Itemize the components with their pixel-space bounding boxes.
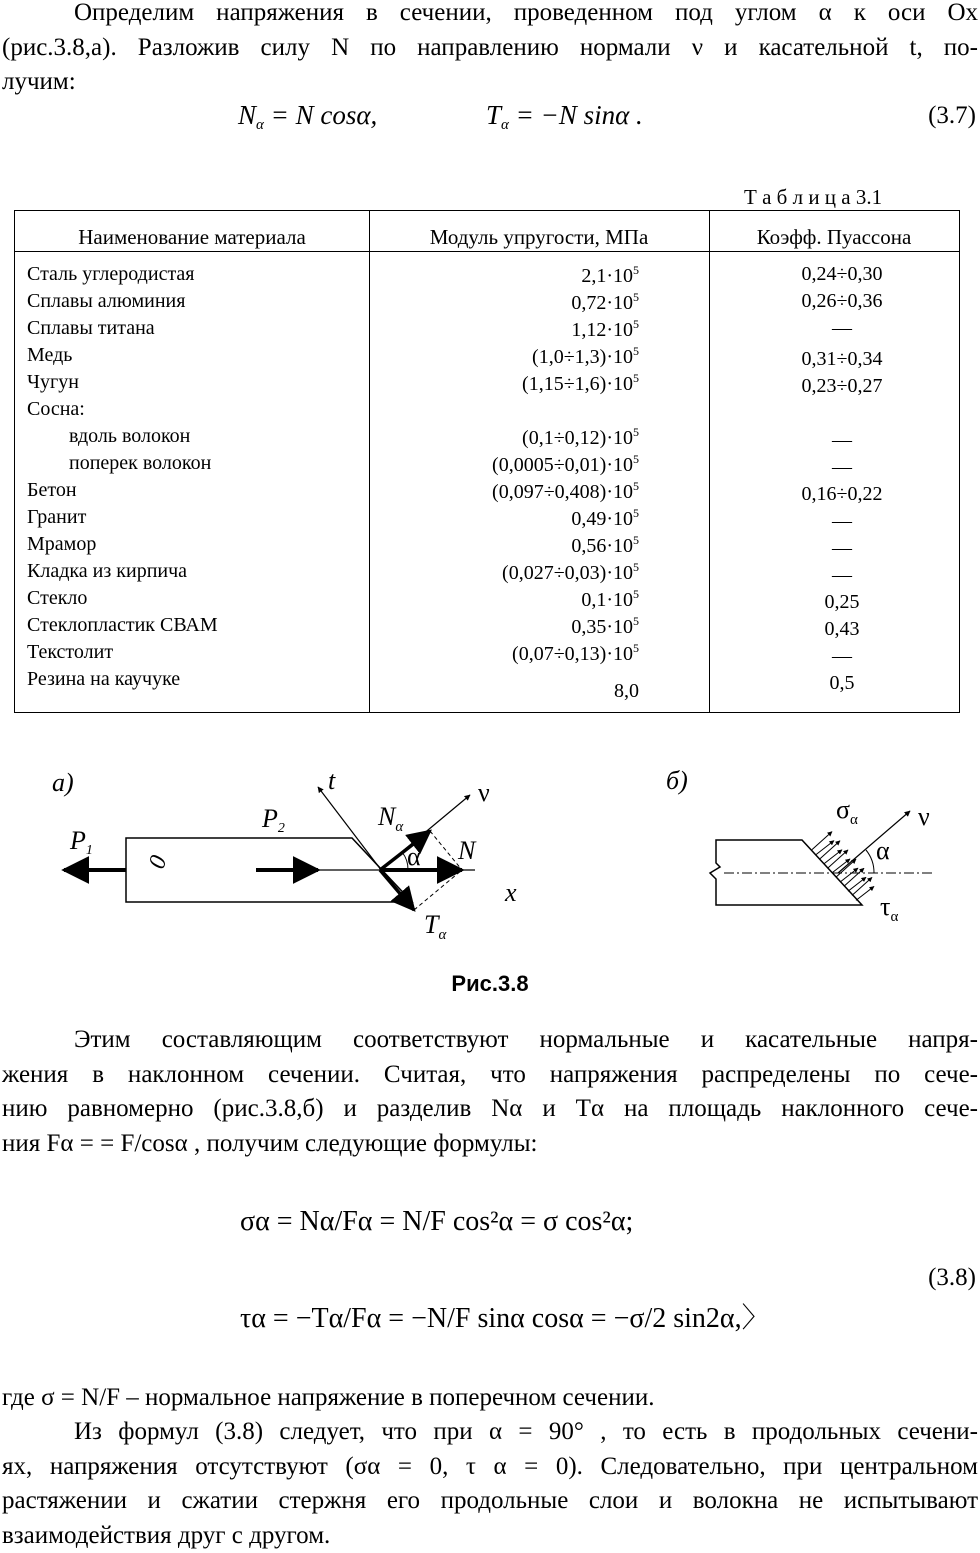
table-cell-poisson: 0,16÷0,22 — [723, 481, 961, 508]
text-line: Определим напряжения в сечении, проведенном под углом α к оси Ox — [2, 0, 978, 31]
table-cell-modulus: $2,1\cdot 10^5$ — [581, 257, 639, 290]
figure-caption: Рис.3.8 — [0, 971, 980, 997]
label-p2: P2 — [261, 804, 285, 836]
tau-arrow — [848, 877, 866, 891]
table-cell-material: Гранит — [27, 504, 86, 531]
table-cell-poisson: 0,5 — [723, 670, 961, 697]
text-line: Из формул (3.8) следует, что при α = 90° , то есть в продольных сечени- — [2, 1415, 978, 1450]
table-cell-material: Мрамор — [27, 531, 96, 558]
table-header-modulus: Модуль упругости, МПа — [369, 225, 709, 250]
table-cell-poisson: — — [723, 454, 961, 481]
sigma-arrow — [812, 832, 832, 850]
table-cell-modulus: $(0,097\div 0,408)\cdot 10^5$ — [492, 473, 639, 506]
table-cell-modulus: $(1,15\div 1,6)\cdot 10^5$ — [522, 365, 639, 398]
table-cell-poisson: — — [723, 562, 961, 589]
table-cell-modulus: $(0,1\div 0,12)\cdot 10^5$ — [522, 419, 639, 452]
table-cell-material: Стекло — [27, 585, 87, 612]
table-cell-material: Сосна: — [27, 396, 85, 423]
text-line: ях, напряжения отсутствуют (σα = 0, τ α = 0). Следовательно, при центральном — [2, 1450, 978, 1485]
table-cell-modulus: $(0,07\div 0,13)\cdot 10^5$ — [512, 635, 639, 668]
label-origin: 0 — [144, 852, 173, 872]
figure-3-8 — [0, 755, 980, 965]
table-cell-material: Бетон — [27, 477, 77, 504]
table-cell-poisson: — — [723, 508, 961, 535]
table-cell-material: Сплавы титана — [27, 315, 155, 342]
table-cell-poisson: — — [723, 315, 961, 342]
text-line: нию равномерно (рис.3.8,б) и разделив Nα и Tα на площадь наклонного сече- — [2, 1092, 978, 1127]
text-line: где σ = N/F – нормальное напряжение в поперечном сечении. — [2, 1381, 978, 1416]
label-t: t — [328, 766, 336, 795]
label-nu-b: ν — [918, 802, 930, 831]
table-cell-material: поперек волокон — [69, 450, 211, 477]
table-cell-poisson: 0,24÷0,30 — [723, 261, 961, 288]
text-line: лучим: — [2, 65, 978, 100]
table-cell-modulus: $1,12\cdot 10^5$ — [571, 311, 639, 344]
sigma-stress-arrows — [812, 832, 872, 896]
tau-arrow — [840, 868, 858, 882]
force-n-alpha-arrow — [380, 831, 430, 870]
tau-arrow — [824, 850, 842, 864]
label-p1: P1 — [69, 826, 93, 858]
table-cell-modulus: $(1,0\div 1,3)\cdot 10^5$ — [532, 338, 639, 371]
table-cell-modulus: 8,0 — [614, 678, 639, 705]
table-cell-poisson: — — [723, 643, 961, 670]
table-cell-modulus: $0,72\cdot 10^5$ — [571, 284, 639, 317]
table-cell-modulus: $0,1\cdot 10^5$ — [581, 581, 639, 614]
table-cell-material: Резина на каучуке — [27, 666, 180, 693]
formula-t-alpha: $T_\alpha = -N$ sinα . — [486, 100, 643, 134]
tau-arrow — [856, 886, 874, 900]
table-cell-material: Сталь углеродистая — [27, 261, 195, 288]
text-line: (рис.3.8,а). Разложив силу N по направлению нормали ν и касательной t, по- — [2, 31, 978, 66]
angle-arc-b — [866, 850, 874, 873]
equation-number-3-8: (3.8) — [928, 1264, 976, 1292]
intro-paragraph — [2, 0, 978, 100]
table-cell-material: Кладка из кирпича — [27, 558, 187, 585]
text-line: растяжении и сжатии стержня его продольные слои и волокна не испытывают — [2, 1484, 978, 1519]
label-nu: ν — [478, 778, 490, 807]
text-line: ния Fα = = F/cosα , получим следующие формулы: — [2, 1127, 978, 1162]
table-cell-poisson: 0,26÷0,36 — [723, 288, 961, 315]
body-paragraph-2 — [2, 1023, 978, 1161]
table-header-material: Наименование материала — [15, 225, 369, 250]
table-cell-poisson: 0,43 — [723, 616, 961, 643]
label-sigma-alpha: $\sigma_\alpha$ — [836, 795, 858, 828]
table-cell-poisson: 0,25 — [723, 589, 961, 616]
force-t-alpha-arrow — [380, 870, 414, 910]
table-cell-material: вдоль волокон — [69, 423, 190, 450]
text-line: взаимодействия друг с другом. — [2, 1519, 978, 1553]
table-cell-material: Сплавы алюминия — [27, 288, 185, 315]
table-cell-modulus: $0,35\cdot 10^5$ — [571, 608, 639, 641]
projection-dashed — [414, 870, 462, 910]
label-alpha-b: α — [876, 836, 890, 865]
label-t-alpha: $T_\alpha$ — [424, 910, 447, 943]
figure-label-b: б) — [666, 766, 688, 795]
table-cell-modulus: $(0,027\div 0,03)\cdot 10^5$ — [502, 554, 639, 587]
label-alpha-a: α — [407, 842, 421, 871]
equation-number-3-7: (3.7) — [928, 102, 976, 130]
table-cell-poisson: — — [723, 427, 961, 454]
label-n-alpha: $N_\alpha$ — [377, 802, 404, 835]
label-x: x — [504, 878, 517, 907]
text-line: жения в наклонном сечении. Считая, что напряжения распределены по сече- — [2, 1058, 978, 1093]
table-cell-material: Текстолит — [27, 639, 113, 666]
table-cell-poisson: 0,31÷0,34 — [723, 346, 961, 373]
table-cell-material: Чугун — [27, 369, 79, 396]
label-tau-alpha: $\tau_\alpha$ — [880, 892, 898, 925]
table-cell-modulus: $(0,0005\div 0,01)\cdot 10^5$ — [492, 446, 639, 479]
label-n: N — [457, 836, 477, 865]
table-title: Т а б л и ц а 3.1 — [744, 185, 882, 210]
table-cell-modulus: $0,56\cdot 10^5$ — [571, 527, 639, 560]
figure-label-a: а) — [52, 768, 74, 797]
body-paragraph-3 — [2, 1381, 978, 1416]
table-cell-poisson: — — [723, 535, 961, 562]
formula-sigma-alpha: σα = Nα/Fα = N/F cos²α = σ cos²α; — [240, 1206, 633, 1238]
table-cell-poisson: 0,23÷0,27 — [723, 373, 961, 400]
table-header-poisson: Коэфф. Пуассона — [709, 225, 959, 250]
table-cell-material: Медь — [27, 342, 72, 369]
tau-arrow — [816, 841, 834, 855]
formula-tau-alpha: τα = −Tα/Fα = −N/F sinα cosα = −σ/2 sin2α,〉 — [240, 1296, 770, 1336]
body-paragraph-4 — [2, 1415, 978, 1553]
materials-table — [14, 210, 960, 713]
formula-n-alpha: $N_\alpha = N$ cosα, — [238, 100, 377, 134]
text-line: Этим составляющим соответствуют нормальные и касательные напря- — [2, 1023, 978, 1058]
table-cell-modulus: $0,49\cdot 10^5$ — [571, 500, 639, 533]
table-cell-material: Стеклопластик СВАМ — [27, 612, 218, 639]
